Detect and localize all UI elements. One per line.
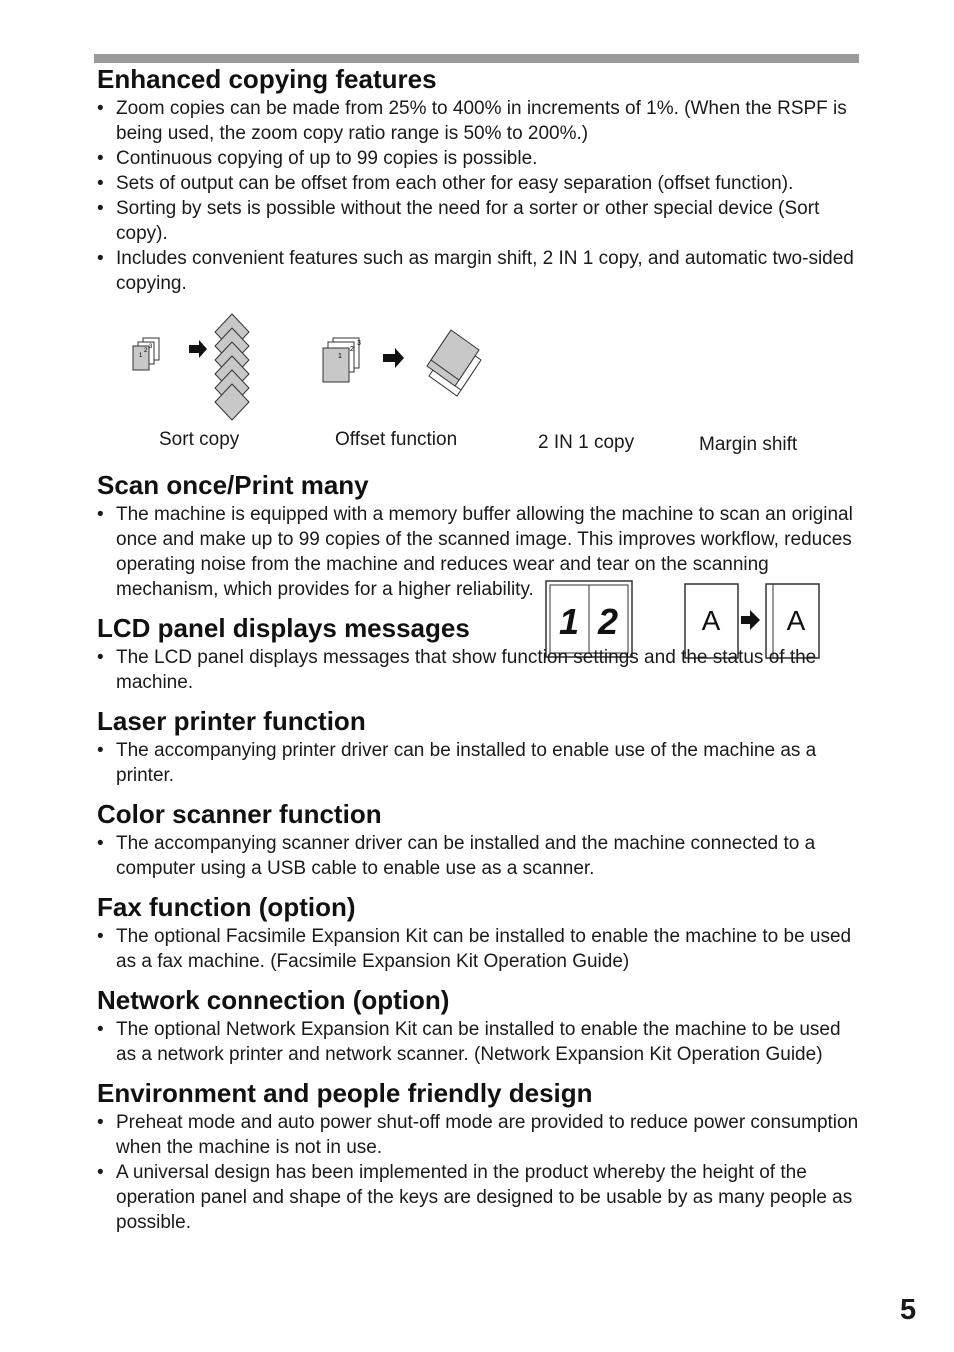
original-stack — [133, 338, 159, 370]
section-fax-function — [97, 890, 859, 974]
section-network-connection — [97, 983, 859, 1067]
margin-shift-caption: Margin shift — [699, 434, 798, 455]
section-title: Laser printer function — [97, 706, 366, 736]
page-number-left: 1 — [558, 601, 580, 642]
section-title: Network connection (option) — [97, 985, 450, 1015]
section-enhanced-copying — [97, 62, 859, 296]
two-in-one-caption: 2 IN 1 copy — [538, 432, 635, 453]
list-item: • Includes convenient features such as margin shift, 2 IN 1 copy, and automatic two-sided copying. — [97, 246, 859, 296]
bullet-list — [97, 831, 859, 881]
page-label: 1 — [338, 353, 342, 360]
shifted-letter: A — [786, 605, 806, 636]
list-item: • Continuous copying of up to 99 copies is possible. — [97, 146, 859, 171]
list-item: • The accompanying scanner driver can be installed and the machine connected to a computer using a USB cable to enable use as a scanner. — [97, 831, 859, 881]
spacer — [446, 284, 447, 285]
bullet-list — [97, 1110, 859, 1235]
sort-copy-illustration — [127, 312, 277, 428]
section-title: LCD panel displays messages — [97, 613, 470, 643]
page-label: 2 — [144, 348, 148, 354]
page-label: 3 — [357, 340, 361, 347]
section-title: Scan once/Print many — [97, 470, 369, 500]
arrow-right-icon — [383, 348, 404, 368]
offset-function-illustration — [319, 326, 489, 426]
page-label: 2 — [350, 346, 354, 353]
bullet-list — [97, 502, 859, 602]
page-content — [97, 62, 859, 1235]
list-item: • The optional Network Expansion Kit can be installed to enable the machine to be used as a network printer and network scanner. (Network Expansion Kit Operation Guide) — [97, 1017, 859, 1067]
page-label: 3 — [149, 344, 153, 350]
section-scan-once — [97, 468, 859, 602]
list-item: • Sorting by sets is possible without the need for a sorter or other special device (Sort copy). — [97, 196, 859, 246]
list-item: • The LCD panel displays messages that show function settings and the status of the machine. — [97, 645, 859, 695]
sort-copy-caption: Sort copy — [159, 429, 240, 450]
arrow-right-icon — [189, 340, 207, 358]
section-title: Color scanner function — [97, 799, 382, 829]
section-title: Enhanced copying features — [97, 64, 437, 94]
page-label: 1 — [139, 353, 143, 359]
section-environment-design — [97, 1076, 859, 1235]
section-color-scanner — [97, 797, 859, 881]
arrow-right-icon — [741, 610, 760, 630]
section-laser-printer — [97, 704, 859, 788]
list-item: • A universal design has been implemented in the product whereby the height of the operation panel and shape of the keys are designed to be usable by as many people as possible. — [97, 1160, 859, 1235]
bullet-list — [97, 1017, 859, 1067]
offset-function-caption: Offset function — [335, 429, 458, 450]
original-stack — [323, 338, 361, 382]
sorted-sets — [215, 314, 249, 420]
section-title: Fax function (option) — [97, 892, 356, 922]
list-item: • The machine is equipped with a memory buffer allowing the machine to scan an original once and make up to 99 copies of the scanned image. This improves workflow, reduces operating noise from the machine and reduces wear and tear on the scanning mechanism, which provides for a higher reliability. — [97, 502, 859, 602]
list-item: • The optional Facsimile Expansion Kit can be installed to enable the machine to be used as a fax machine. (Facsimile Expansion Kit Operation Guide) — [97, 924, 859, 974]
page-number-right: 2 — [597, 601, 619, 642]
bullet-list — [97, 645, 859, 695]
section-title: Environment and people friendly design — [97, 1078, 593, 1108]
list-item: • Zoom copies can be made from 25% to 400% in increments of 1%. (When the RSPF is being used, the zoom copy ratio range is 50% to 200%.) — [97, 96, 859, 146]
bullet-list — [97, 924, 859, 974]
list-item: • Preheat mode and auto power shut-off mode are provided to reduce power consumption when the machine is not in use. — [97, 1110, 859, 1160]
page-number: 5 — [900, 1294, 917, 1326]
offset-sets — [427, 330, 481, 396]
bullet-list — [97, 738, 859, 788]
original-letter: A — [701, 605, 721, 636]
bullet-list — [97, 96, 859, 296]
list-item: • Sets of output can be offset from each other for easy separation (offset function). — [97, 171, 859, 196]
list-item: • The accompanying printer driver can be installed to enable use of the machine as a printer. — [97, 738, 859, 788]
